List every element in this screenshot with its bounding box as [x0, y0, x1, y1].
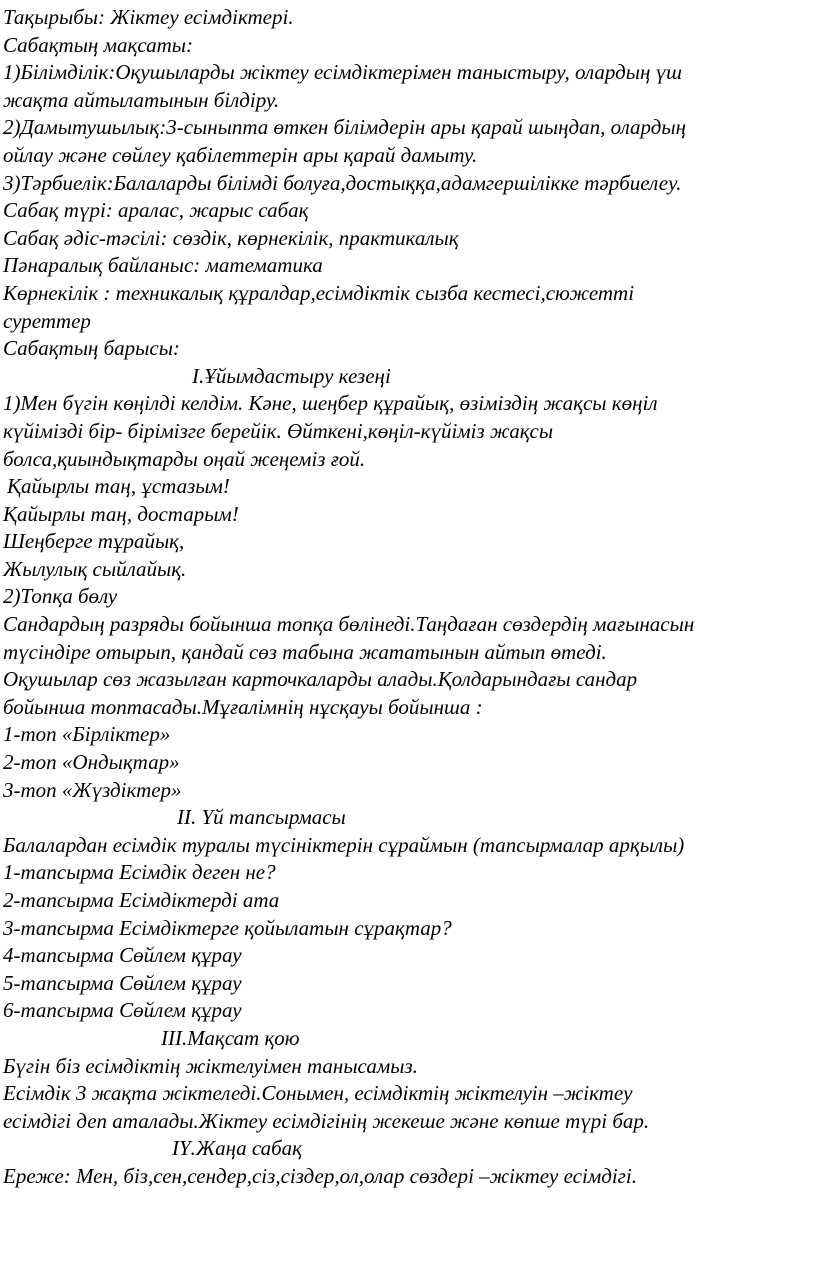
section-heading-new-lesson: ІҮ.Жаңа сабақ: [172, 1136, 302, 1161]
interdisciplinary-link: Пәнаралық байланыс: математика: [3, 253, 323, 278]
paragraph-line: түсіндіре отырып, қандай сөз табына жататынын айтып өтеді.: [3, 639, 607, 664]
paragraph-line: күйімізді бір- бірімізге берейік. Өйткені,көңіл-күйіміз жақсы: [3, 418, 554, 443]
lesson-goals-heading: Сабақтың мақсаты:: [3, 32, 193, 57]
goal-educational: 1)Білімділік:Оқушыларды жіктеу есімдіктерімен таныстыру, олардың үш: [3, 60, 683, 85]
paragraph-line: Бүгін біз есімдіктің жіктелуімен танысамыз.: [3, 1053, 418, 1078]
task-item: 5-тапсырма Сөйлем құрау: [3, 970, 242, 995]
paragraph-line: Есімдік 3 жақта жіктеледі.Сонымен, есімдіктің жіктелуін –жіктеу: [3, 1081, 633, 1106]
lesson-type: Сабақ түрі: аралас, жарыс сабақ: [3, 198, 309, 223]
document-page: [3, 4, 815, 1191]
group-item: 1-топ «Бірліктер»: [3, 722, 171, 747]
group-item: 2-топ «Ондықтар»: [3, 750, 180, 775]
paragraph-line: Балалардан есімдік туралы түсініктерін сұраймын (тапсырмалар арқылы): [3, 832, 685, 857]
paragraph-line: 1)Мен бүгін көңілді келдім. Кәне, шеңбер құрайық, өзіміздің жақсы көңіл: [3, 391, 658, 416]
section-heading-organization: І.Ұйымдастыру кезеңі: [192, 363, 391, 388]
lesson-topic: Тақырыбы: Жіктеу есімдіктері.: [3, 5, 294, 29]
group-division-heading: 2)Топқа бөлу: [3, 584, 118, 609]
task-item: 3-тапсырма Есімдіктерге қойылатын сұрақтар?: [3, 915, 452, 940]
visual-aids: Көрнекілік : техникалық құралдар,есімдіктік сызба кестесі,сюжетті: [3, 280, 635, 305]
lesson-progress-heading: Сабақтың барысы:: [3, 336, 180, 361]
poem-line: Шеңберге тұрайық,: [3, 529, 185, 554]
paragraph-line: есімдігі деп аталады.Жіктеу есімдігінің жекеше және көпше түрі бар.: [3, 1108, 650, 1133]
poem-line: Қайырлы таң, достарым!: [3, 501, 239, 526]
poem-line: Жылулық сыйлайық.: [3, 556, 187, 581]
goal-developmental: 2)Дамытушылық:3-сыныпта өткен білімдерін ары қарай шыңдап, олардың: [3, 115, 687, 140]
task-item: 1-тапсырма Есімдік деген не?: [3, 860, 276, 885]
paragraph-line: Оқушылар сөз жазылған карточкаларды алады.Қолдарындағы сандар: [3, 667, 638, 692]
section-heading-homework: ІІ. Үй тапсырмасы: [177, 805, 346, 830]
goal-upbringing: 3)Тәрбиелік:Балаларды білімді болуға,достыққа,адамгершілікке тәрбиелеу.: [3, 170, 682, 195]
paragraph-line: бойынша топтасады.Мұғалімнің нұсқауы бойынша :: [3, 694, 483, 719]
rule-line: Ереже: Мен, біз,сен,сендер,сіз,сіздер,ол,олар сөздері –жіктеу есімдігі.: [3, 1163, 637, 1188]
goal-educational-cont: жақта айтылатынын білдіру.: [3, 87, 280, 112]
task-item: 6-тапсырма Сөйлем құрау: [3, 998, 242, 1023]
visual-aids-cont: суреттер: [3, 308, 91, 333]
poem-line: Қайырлы таң, ұстазым!: [7, 474, 230, 499]
paragraph-line: Сандардың разряды бойынша топқа бөлінеді.Таңдаған сөздердің мағынасын: [3, 612, 695, 637]
section-heading-goal-setting: ІІІ.Мақсат қою: [161, 1025, 300, 1050]
task-item: 4-тапсырма Сөйлем құрау: [3, 943, 242, 968]
paragraph-line: болса,қиындықтарды оңай жеңеміз ғой.: [3, 446, 366, 471]
task-item: 2-тапсырма Есімдіктерді ата: [3, 888, 280, 912]
group-item: 3-топ «Жүздіктер»: [3, 777, 182, 802]
goal-developmental-cont: ойлау және сөйлеу қабілеттерін ары қарай дамыту.: [3, 142, 478, 167]
lesson-methods: Сабақ әдіс-тәсілі: сөздік, көрнекілік, практикалық: [3, 225, 459, 250]
